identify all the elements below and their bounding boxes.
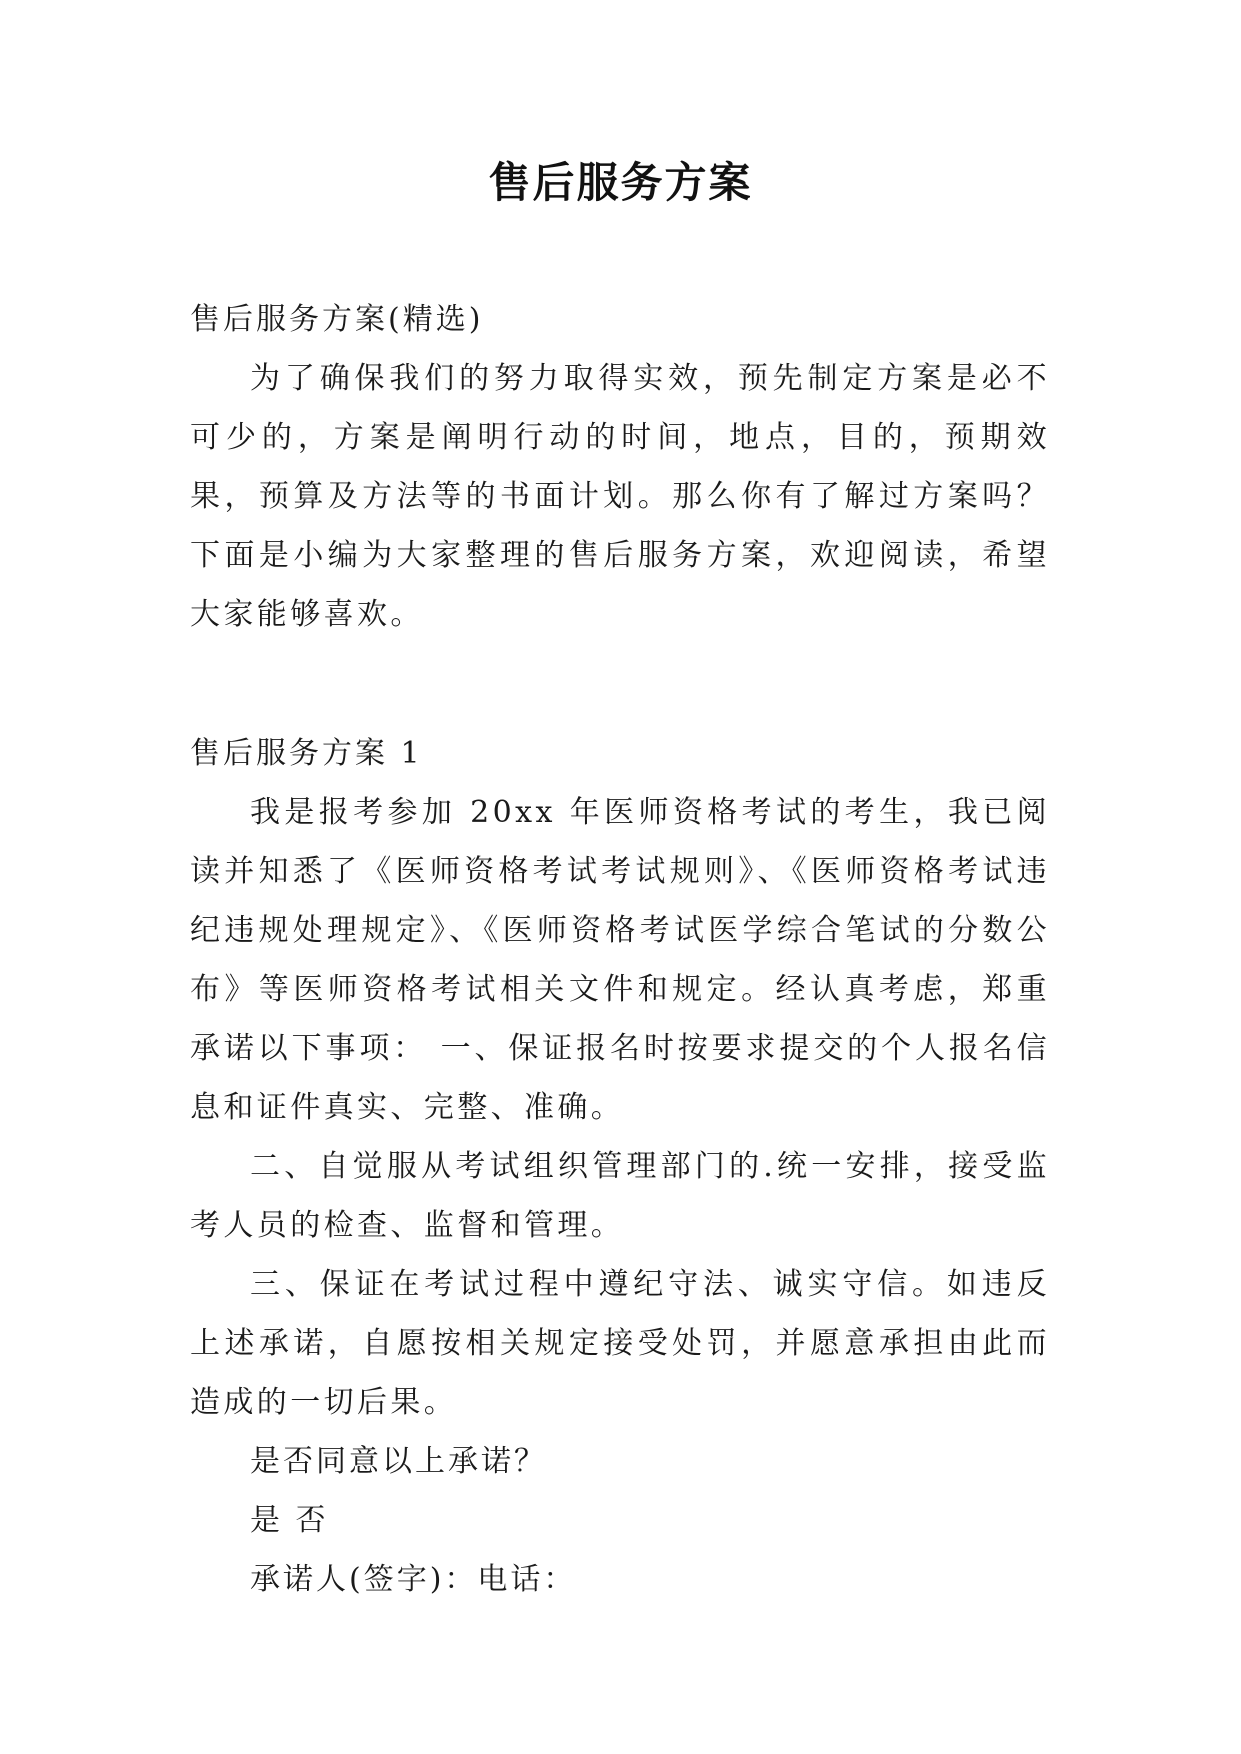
signature-line: 承诺人(签字)：电话：	[250, 1562, 577, 1597]
pledge-paragraph-1: 我是报考参加 20xx 年医师资格考试的考生，我已阅读并知悉了《医师资格考试考试规则》、《医师资格考试违纪违规处理规定》、《医师资格考试医学综合笔试的分数公布》等医师资格考试相关文件和规定。经认真考虑，郑重承诺以下事项： 一、保证报名时按要求提交的个人报名信息和证件真实、完整、准确。	[190, 795, 1050, 1125]
section-spacer	[190, 644, 1050, 724]
pledge-paragraph-3: 三、保证在考试过程中遵纪守法、诚实守信。如违反上述承诺，自愿按相关规定接受处罚，并愿意承担由此而造成的一切后果。	[190, 1267, 1050, 1420]
agreement-question: 是否同意以上承诺？	[250, 1444, 547, 1479]
document-body	[190, 290, 1050, 1609]
intro-paragraph: 为了确保我们的努力取得实效，预先制定方案是必不可少的，方案是阐明行动的时间，地点，目的，预期效果，预算及方法等的书面计划。那么你有了解过方案吗？下面是小编为大家整理的售后服务方案，欢迎阅读，希望大家能够喜欢。	[190, 361, 1050, 632]
document-subtitle: 售后服务方案(精选)	[190, 302, 484, 337]
agreement-options: 是 否	[250, 1503, 329, 1538]
section-heading: 售后服务方案 1	[190, 736, 423, 771]
pledge-paragraph-2: 二、自觉服从考试组织管理部门的.统一安排，接受监考人员的检查、监督和管理。	[190, 1149, 1050, 1243]
document-title: 售后服务方案	[488, 158, 753, 207]
